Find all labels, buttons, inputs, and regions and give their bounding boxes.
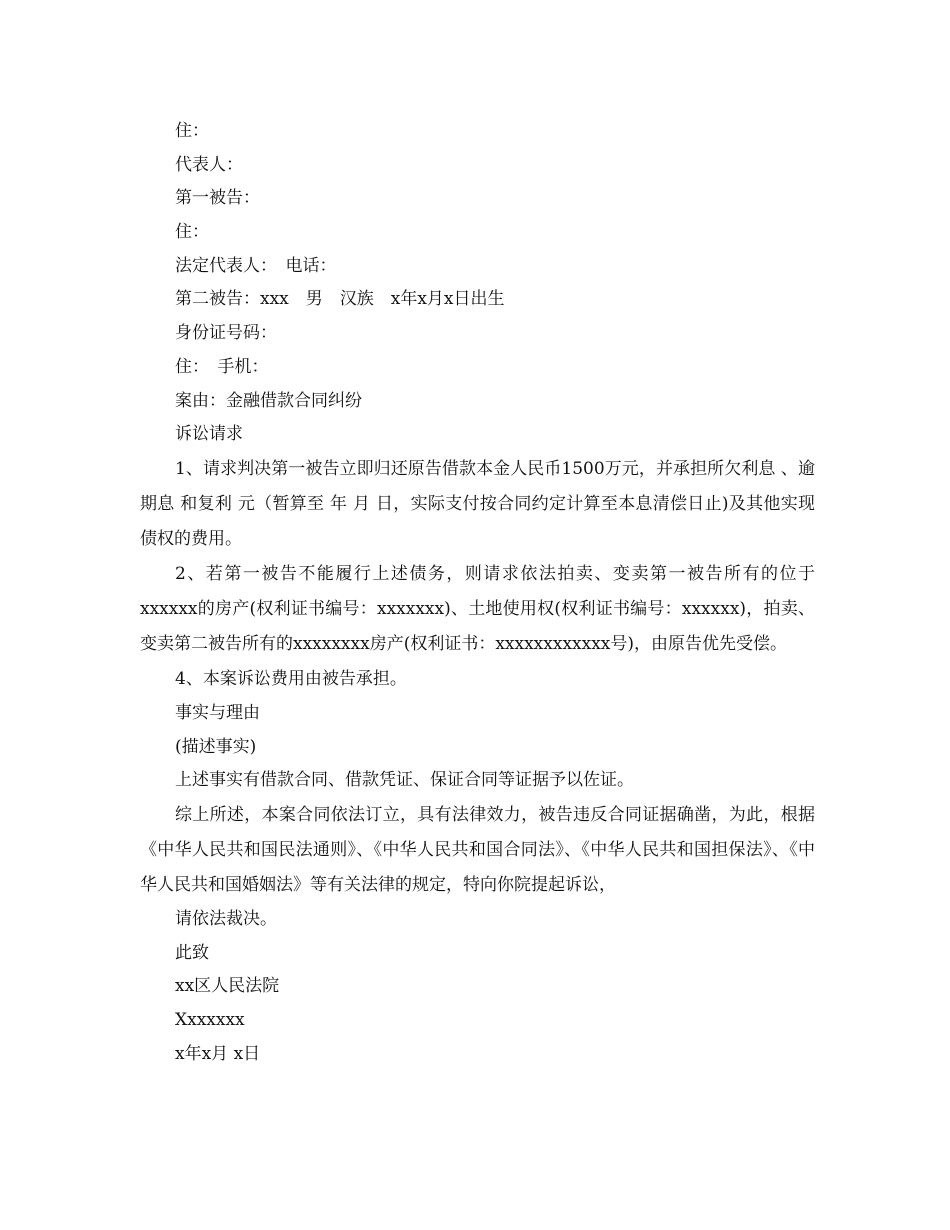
document-date: x年x月 x日 [175, 1043, 261, 1064]
second-defendant-line: 第二被告：xxx 男 汉族 x年x月x日出生 [175, 289, 505, 310]
evidence-line: 上述事实有借款合同、借款凭证、保证合同等证据予以佐证。 [175, 770, 634, 791]
conclusion-paragraph: 综上所述，本案合同依法订立，具有法律效力，被告违反合同证据确凿，为此，根据《中华人民共和国民法通则》、《中华人民共和国合同法》、《中华人民共和国担保法》、《中华人民共和国婚姻法》等有关法律的规定，特向你院提起诉讼， [140, 804, 815, 895]
signer-name: Xxxxxxx [175, 1010, 245, 1030]
document-body [140, 115, 820, 1071]
plaintiff-address-line: 住： [175, 121, 209, 141]
legal-representative-line: 法定代表人： 电话： [175, 255, 337, 276]
facts-description: (描述事实) [175, 736, 257, 757]
claims-heading: 诉讼请求 [175, 424, 243, 445]
court-name: xx区人民法院 [175, 976, 280, 997]
claim-2-paragraph: 2、若第一被告不能履行上述债务，则请求依法拍卖、变卖第一被告所有的位于xxxxxx的房产(权利证书编号：xxxxxxx)、土地使用权(权利证书编号：xxxxxx)，拍卖、变卖第二被告所有的xxxxxxxx房产(权利证书：xxxxxxxxxxxx号)，由原告优先受偿。 [140, 563, 815, 654]
id-number-line: 身份证号码： [175, 323, 277, 344]
plaintiff-representative-line: 代表人： [175, 154, 243, 175]
claim-1-paragraph: 1、请求判决第一被告立即归还原告借款本金人民币1500万元，并承担所欠利息 、逾期息 和复利 元（暂算至 年 月 日，实际支付按合同约定计算至本息清偿日止)及其他实现债权的费用。 [140, 458, 815, 549]
first-defendant-address-line: 住： [175, 222, 209, 243]
case-cause-line: 案由：金融借款合同纠纷 [175, 390, 362, 411]
request-line: 请依法裁决。 [175, 908, 277, 929]
second-defendant-address-line: 住： 手机： [175, 356, 269, 377]
claim-4-paragraph: 4、本案诉讼费用由被告承担。 [175, 668, 407, 689]
salutation-line: 此致 [175, 942, 209, 963]
first-defendant-line: 第一被告： [175, 188, 260, 209]
facts-heading: 事实与理由 [175, 702, 260, 723]
